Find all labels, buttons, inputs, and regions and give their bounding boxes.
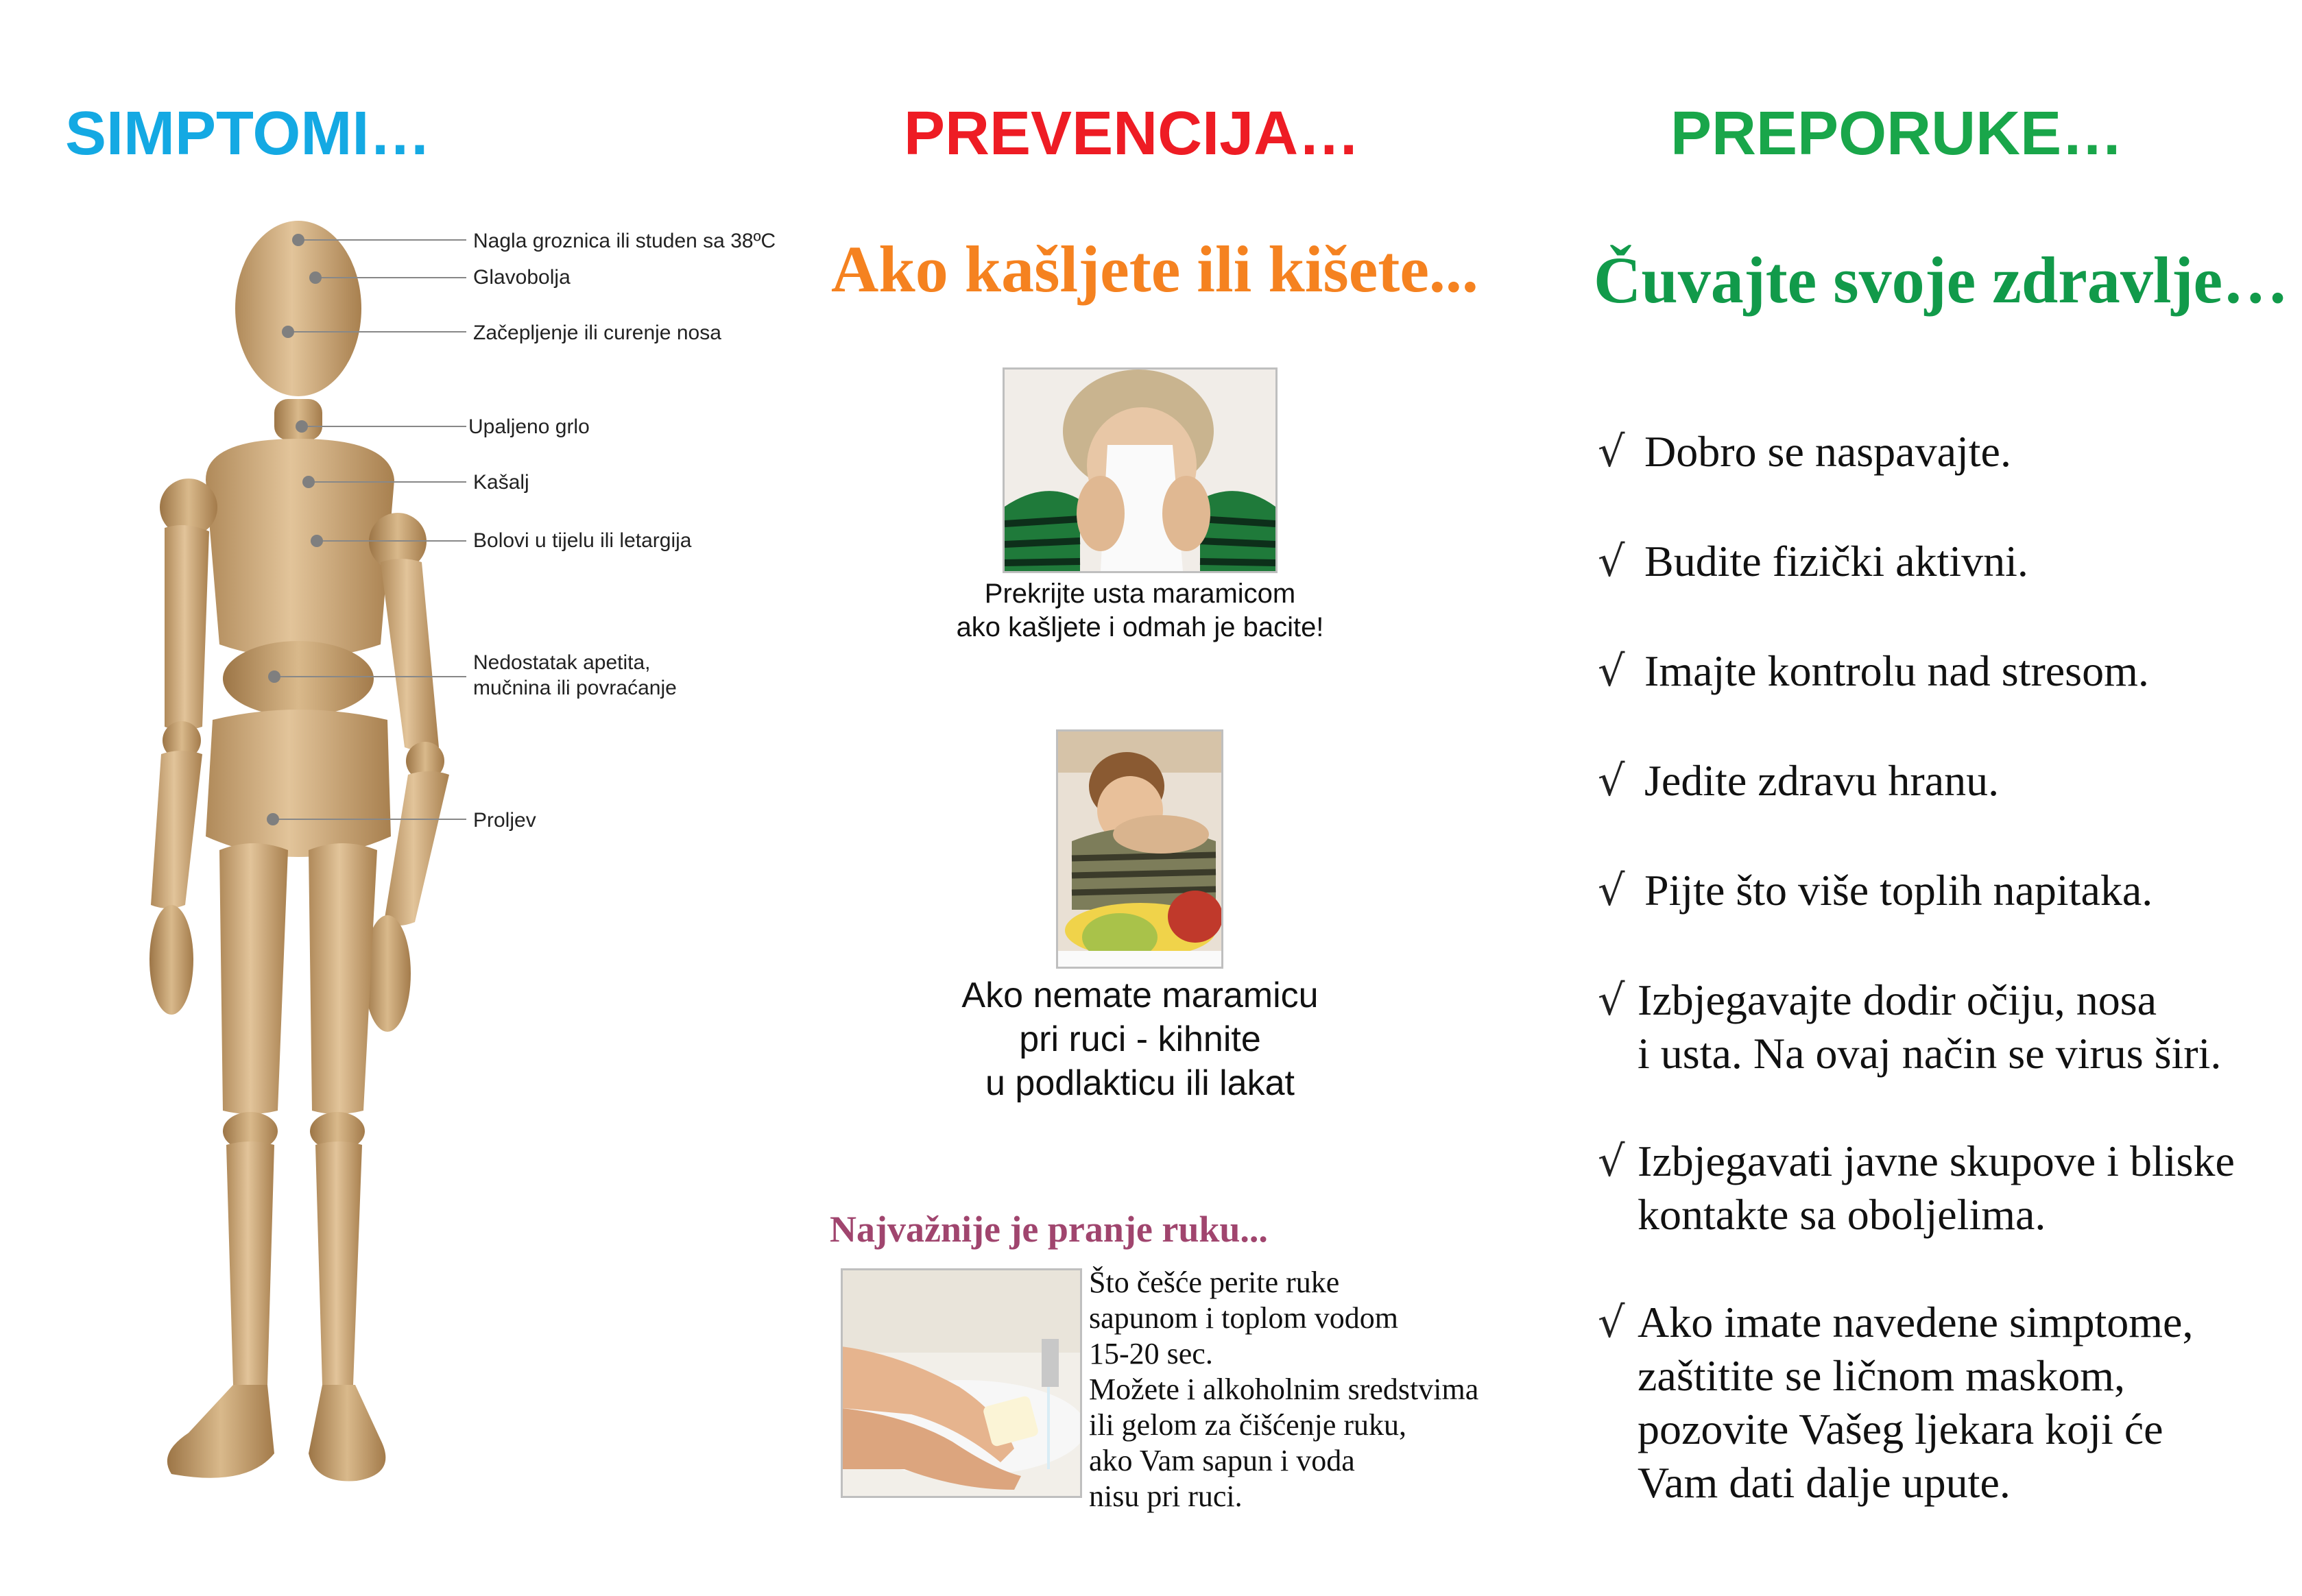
checkmark-icon: √ [1598, 755, 1625, 806]
symptom-nasal: Začepljenje ili curenje nosa [473, 322, 721, 344]
handwash-line: Što češće perite ruke [1089, 1266, 1340, 1299]
checkmark-icon: √ [1598, 426, 1625, 476]
handwash-line: nisu pri ruci. [1089, 1479, 1243, 1513]
recommendation-text: Izbjegavajte dodir očiju, nosa [1638, 976, 2157, 1024]
recommendation-text: Jedite zdravu hranu. [1644, 756, 2000, 805]
symptom-cough: Kašalj [473, 471, 529, 494]
symptom-appetite: Nedostatak apetita, [473, 651, 651, 674]
handwash-line: ili gelom za čišćenje ruku, [1089, 1408, 1407, 1442]
recommendations-subtitle: Čuvajte svoje zdravlje… [1594, 243, 2289, 317]
photo-child-sneezing-elbow [1056, 729, 1223, 969]
recommendations-heading: PREPORUKE… [1670, 99, 2124, 168]
checkmark-icon: √ [1598, 865, 1625, 915]
symptom-diarrhea: Proljev [473, 809, 536, 832]
recommendation-text: Izbjegavati javne skupove i bliske [1638, 1137, 2235, 1185]
recommendation-text: zaštitite se ličnom maskom, [1638, 1351, 2125, 1400]
recommendation-item [1598, 644, 2149, 698]
handwash-line: ako Vam sapun i voda [1089, 1444, 1355, 1477]
handwash-line: 15-20 sec. [1089, 1337, 1213, 1370]
recommendation-text: Dobro se naspavajte. [1644, 427, 2011, 476]
caption-sneeze-line1: Ako nemate maramicu [961, 976, 1319, 1015]
symptoms-heading: SIMPTOMI… [65, 99, 431, 168]
recommendation-text: i usta. Na ovaj način se virus širi. [1638, 1029, 2222, 1078]
checkmark-icon: √ [1598, 1136, 1625, 1186]
caption-tissue-line1: Prekrijte usta maramicom [984, 579, 1296, 609]
checkmark-icon: √ [1598, 975, 1625, 1025]
handwash-title: Najvažnije je pranje ruku... [830, 1209, 1268, 1250]
symptom-fever: Nagla groznica ili studen sa 38ºC [473, 230, 776, 252]
recommendation-item [1598, 864, 2153, 917]
recommendation-text: Budite fizički aktivni. [1644, 537, 2028, 585]
symptom-headache: Glavobolja [473, 266, 571, 289]
checkmark-icon: √ [1598, 646, 1625, 696]
symptom-nausea: mučnina ili povraćanje [473, 677, 677, 699]
recommendation-item [1598, 1135, 2235, 1242]
symptom-body-aches: Bolovi u tijelu ili letargija [473, 529, 692, 552]
handwash-line: Možete i alkoholnim sredstvima [1089, 1373, 1479, 1406]
caption-sneeze-elbow [891, 974, 1389, 1105]
photo-child-with-tissue [1003, 367, 1278, 573]
recommendation-text: pozovite Vašeg ljekara koji će [1638, 1405, 2163, 1453]
caption-sneeze-line2: pri ruci - kihnite [1019, 1019, 1261, 1059]
recommendation-text: Ako imate navedene simptome, [1638, 1298, 2194, 1346]
caption-sneeze-line3: u podlakticu ili lakat [985, 1063, 1295, 1103]
handwash-line: sapunom i toplom vodom [1089, 1301, 1398, 1335]
recommendation-item [1598, 754, 1999, 808]
recommendation-item [1598, 1296, 2193, 1510]
recommendation-text: Pijte što više toplih napitaka. [1644, 866, 2153, 915]
symptom-sore-throat: Upaljeno grlo [468, 415, 590, 438]
recommendation-text: Vam dati dalje upute. [1638, 1458, 2011, 1507]
recommendation-item [1598, 535, 2028, 588]
checkmark-icon: √ [1598, 1297, 1625, 1347]
prevention-heading: PREVENCIJA… [904, 99, 1360, 168]
checkmark-icon: √ [1598, 536, 1625, 586]
prevention-subtitle: Ako kašljete ili kišete... [831, 232, 1478, 306]
recommendation-item [1598, 974, 2221, 1080]
handwash-text [1089, 1265, 1478, 1514]
caption-tissue-line2: ako kašljete i odmah je bacite! [956, 612, 1324, 642]
photo-hand-washing [841, 1268, 1082, 1498]
caption-tissue [891, 577, 1389, 644]
recommendation-item [1598, 425, 2011, 479]
recommendation-text: kontakte sa oboljelima. [1638, 1190, 2046, 1239]
symptom-leader-lines [0, 0, 823, 891]
recommendation-text: Imajte kontrolu nad stresom. [1644, 646, 2149, 695]
